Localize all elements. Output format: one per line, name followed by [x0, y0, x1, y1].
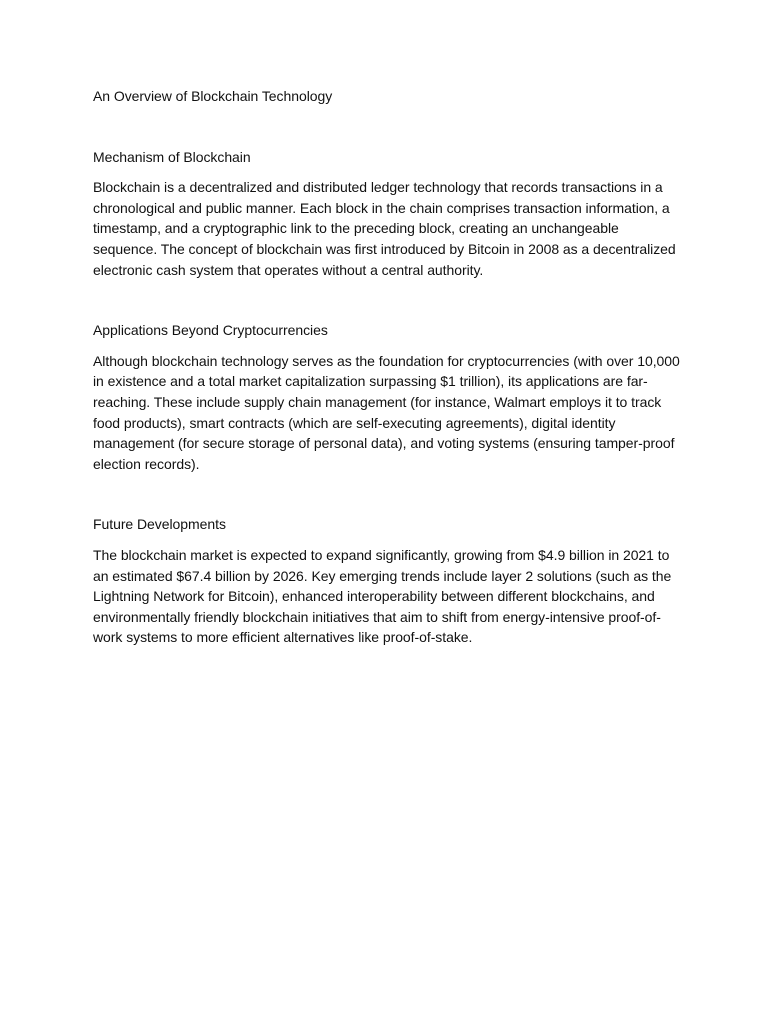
section-heading: Applications Beyond Cryptocurrencies — [93, 322, 328, 339]
section-body: The blockchain market is expected to expand significantly, growing from $4.9 billion in 2021 to an estimated $67.4 billion by 2026. Key emerging trends include layer 2 solutions (such as the Lightning Network for Bitcoin), enhanced interoperability between different blockchains, and environmentally friendly blockchain initiatives that aim to shift from energy-intensive proof-of-work systems to more efficient alternatives like proof-of-stake. — [93, 546, 672, 646]
document-page — [93, 86, 683, 648]
section-body: Blockchain is a decentralized and distributed ledger technology that records transactions in a chronological and public manner. Each block in the chain comprises transaction information, a timestamp, and a cryptographic link to the preceding block, creating an unchangeable sequence. The concept of blockchain was first introduced by Bitcoin in 2008 as a decentralized electronic cash system that operates without a central authority. — [93, 179, 676, 278]
section-applications — [93, 320, 683, 474]
section-heading: Future Developments — [93, 516, 226, 533]
section-body: Although blockchain technology serves as the foundation for cryptocurrencies (with over 10,000 in existence and a total market capitalization surpassing $1 trillion), its applications are far-reaching. These include supply chain management (for instance, Walmart employs it to track food products), smart contracts (which are self-executing agreements), digital identity management (for secure storage of personal data), and voting systems (ensuring tamper-proof election records). — [93, 352, 680, 472]
section-future — [93, 514, 683, 648]
section-mechanism — [93, 147, 683, 281]
document-title: An Overview of Blockchain Technology — [93, 88, 333, 104]
section-heading: Mechanism of Blockchain — [93, 148, 251, 165]
